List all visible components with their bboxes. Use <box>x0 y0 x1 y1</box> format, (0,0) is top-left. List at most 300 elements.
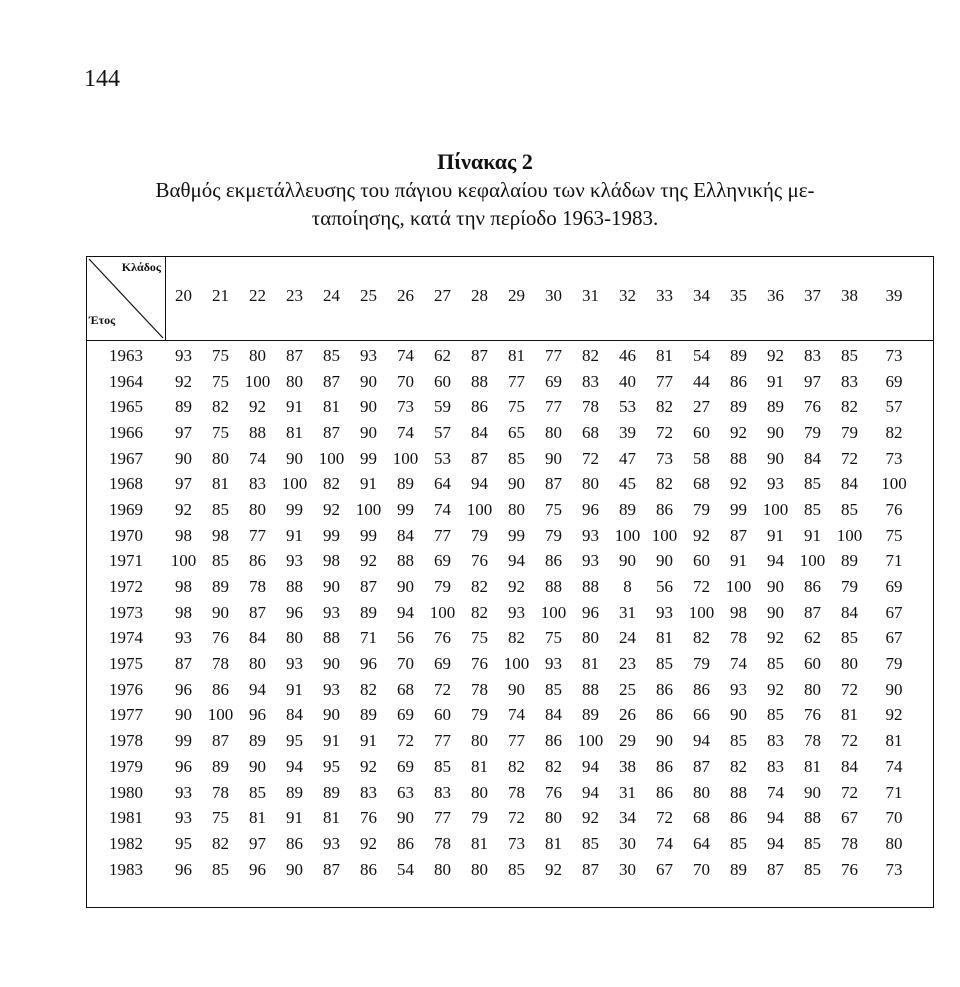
table-cell: 96 <box>175 679 192 699</box>
table-cell: 82 <box>360 679 377 699</box>
table-cell: 93 <box>323 679 340 699</box>
data-table <box>86 256 934 908</box>
table-row <box>87 780 920 806</box>
table-cell: 77 <box>545 345 562 365</box>
table-cell: 91 <box>804 525 821 545</box>
table-cell: 73 <box>508 833 525 853</box>
table-cell: 70 <box>885 808 903 828</box>
table-cell: 72 <box>397 731 414 751</box>
table-cell: 87 <box>804 602 821 622</box>
table-cell: 76 <box>360 808 377 828</box>
table-cell: 94 <box>767 551 784 571</box>
table-cell: 72 <box>693 577 710 597</box>
header-corner-spacer <box>87 281 165 311</box>
table-row <box>87 523 920 549</box>
table-cell: 81 <box>323 808 340 828</box>
table-cell: 93 <box>175 345 192 365</box>
table-cell: 88 <box>582 679 599 699</box>
table-cell: 80 <box>434 859 451 879</box>
table-cell: 89 <box>619 499 636 519</box>
table-cell: 75 <box>545 628 562 648</box>
table-cell: 75 <box>212 371 229 391</box>
table-cell: 91 <box>360 474 377 494</box>
table-cell: 92 <box>508 577 525 597</box>
table-cell: 84 <box>545 705 562 725</box>
table-cell: 86 <box>730 371 747 391</box>
table-cell: 92 <box>360 833 377 853</box>
table-row <box>87 703 920 729</box>
table-cell: 86 <box>249 551 266 571</box>
table-cell: 71 <box>885 551 903 571</box>
table-cell: 77 <box>434 525 451 545</box>
table-cell: 96 <box>582 499 599 519</box>
table-cell: 97 <box>175 474 192 494</box>
table-cell: 71 <box>885 782 903 802</box>
table-cell: 86 <box>286 833 303 853</box>
table-cell: 94 <box>582 782 599 802</box>
table-cell: 92 <box>323 499 340 519</box>
table-cell: 76 <box>804 397 821 417</box>
table-cell: 88 <box>582 577 599 597</box>
table-cell: 85 <box>804 833 821 853</box>
table-cell: 69 <box>434 654 451 674</box>
table-cell: 80 <box>545 808 562 828</box>
table-cell: 91 <box>767 525 784 545</box>
table-cell: 90 <box>767 448 784 468</box>
table-cell: 86 <box>545 551 562 571</box>
table-cell: 80 <box>249 654 266 674</box>
table-cell: 79 <box>841 422 858 442</box>
table-cell: 60 <box>804 654 821 674</box>
table-cell: 60 <box>434 371 451 391</box>
table-cell: 100 <box>244 371 271 391</box>
column-header: 36 <box>767 286 784 305</box>
table-cell: 86 <box>656 705 673 725</box>
table-cell: 91 <box>286 808 303 828</box>
table-cell: 87 <box>212 731 229 751</box>
table-cell: 89 <box>730 859 747 879</box>
row-year: 1983 <box>109 859 143 879</box>
table-cell: 54 <box>693 345 710 365</box>
row-year: 1972 <box>109 577 143 597</box>
table-cell: 72 <box>434 679 451 699</box>
table-cell: 94 <box>286 756 303 776</box>
table-cell: 91 <box>730 551 747 571</box>
table-cell: 79 <box>471 705 488 725</box>
header-separator <box>87 340 933 341</box>
table-cell: 82 <box>730 756 747 776</box>
table-cell: 79 <box>693 499 710 519</box>
table-cell: 87 <box>767 859 784 879</box>
table-cell: 93 <box>656 602 673 622</box>
table-cell: 78 <box>249 577 266 597</box>
table-row <box>87 549 920 575</box>
table-cell: 29 <box>619 731 636 751</box>
table-cell: 93 <box>175 782 192 802</box>
table-cell: 85 <box>212 859 229 879</box>
table-cell: 91 <box>286 679 303 699</box>
table-cell: 83 <box>434 782 451 802</box>
table-cell: 89 <box>730 397 747 417</box>
table-cell: 78 <box>471 679 488 699</box>
table-cell: 93 <box>545 654 562 674</box>
table-cell: 85 <box>212 499 229 519</box>
table-cell: 89 <box>730 345 747 365</box>
table-cell: 93 <box>767 474 784 494</box>
table-cell: 98 <box>175 525 192 545</box>
table-cell: 99 <box>397 499 414 519</box>
row-year: 1971 <box>109 551 143 571</box>
table-cell: 80 <box>885 833 903 853</box>
table-cell: 75 <box>212 422 229 442</box>
table-cell: 94 <box>767 808 784 828</box>
table-cell: 90 <box>175 448 192 468</box>
table-cell: 81 <box>656 628 673 648</box>
table-cell: 97 <box>804 371 821 391</box>
table-cell: 69 <box>397 756 414 776</box>
table-cell: 90 <box>508 474 525 494</box>
table-cell: 92 <box>767 345 784 365</box>
table-cell: 80 <box>841 654 858 674</box>
table-cell: 82 <box>656 397 673 417</box>
table-cell: 91 <box>286 525 303 545</box>
table-cell: 64 <box>434 474 451 494</box>
table-cell: 84 <box>471 422 488 442</box>
table-cell: 60 <box>434 705 451 725</box>
table-cell: 90 <box>730 705 747 725</box>
column-header: 22 <box>249 286 266 305</box>
row-year: 1966 <box>109 422 143 442</box>
table-cell: 92 <box>249 397 266 417</box>
table-cell: 34 <box>619 808 636 828</box>
table-cell: 100 <box>762 499 789 519</box>
table-row <box>87 369 920 395</box>
table-cell: 53 <box>619 397 636 417</box>
table-cell: 94 <box>508 551 525 571</box>
column-header: 38 <box>841 286 858 305</box>
table-cell: 87 <box>175 654 192 674</box>
table-cell: 85 <box>841 345 858 365</box>
table-cell: 76 <box>212 628 229 648</box>
table-cell: 78 <box>804 731 821 751</box>
column-header: 28 <box>471 286 488 305</box>
table-cell: 85 <box>582 833 599 853</box>
table-cell: 25 <box>619 679 636 699</box>
table-cell: 68 <box>693 808 710 828</box>
table-cell: 85 <box>508 859 525 879</box>
table-cell: 94 <box>767 833 784 853</box>
table-row <box>87 651 920 677</box>
column-header: 39 <box>885 286 903 305</box>
header-row <box>87 281 920 311</box>
table-row <box>87 471 920 497</box>
table-cell: 90 <box>212 602 229 622</box>
table-cell: 94 <box>249 679 266 699</box>
table-cell: 75 <box>212 808 229 828</box>
row-year: 1977 <box>109 705 143 725</box>
table-row <box>87 626 920 652</box>
table-cell: 98 <box>175 577 192 597</box>
table-cell: 96 <box>286 602 303 622</box>
table-cell: 84 <box>397 525 414 545</box>
table-cell: 78 <box>508 782 525 802</box>
table-cell: 93 <box>323 602 340 622</box>
table-cell: 89 <box>582 705 599 725</box>
table-row <box>87 600 920 626</box>
table-cell: 87 <box>471 448 488 468</box>
table-cell: 80 <box>693 782 710 802</box>
table-cell: 78 <box>841 833 858 853</box>
table-cell: 90 <box>508 679 525 699</box>
table-cell: 73 <box>885 345 903 365</box>
column-header: 24 <box>323 286 340 305</box>
table-cell: 70 <box>397 371 414 391</box>
table-cell: 87 <box>323 422 340 442</box>
table-body <box>87 343 920 882</box>
table-cell: 30 <box>619 859 636 879</box>
table-cell: 67 <box>885 602 903 622</box>
table-row <box>87 574 920 600</box>
table-cell: 79 <box>434 577 451 597</box>
table-cell: 87 <box>286 345 303 365</box>
table-cell: 64 <box>693 833 710 853</box>
table-cell: 30 <box>619 833 636 853</box>
row-year: 1969 <box>109 499 143 519</box>
table-cell: 95 <box>175 833 192 853</box>
row-year: 1982 <box>109 833 143 853</box>
table-cell: 87 <box>249 602 266 622</box>
table-cell: 90 <box>804 782 821 802</box>
table-cell: 39 <box>619 422 636 442</box>
table-cell: 81 <box>656 345 673 365</box>
table-cell: 75 <box>545 499 562 519</box>
table-cell: 81 <box>323 397 340 417</box>
table-cell: 85 <box>656 654 673 674</box>
table-cell: 83 <box>767 756 784 776</box>
table-cell: 93 <box>360 345 377 365</box>
table-cell: 56 <box>397 628 414 648</box>
table-cell: 83 <box>360 782 377 802</box>
table-title: Πίνακας 2 <box>437 149 533 174</box>
table-cell: 92 <box>175 499 192 519</box>
table-cell: 90 <box>767 602 784 622</box>
table-cell: 69 <box>885 577 903 597</box>
table-cell: 89 <box>841 551 858 571</box>
table-cell: 76 <box>545 782 562 802</box>
table-cell: 88 <box>545 577 562 597</box>
table-cell: 100 <box>466 499 493 519</box>
table-cell: 56 <box>656 577 673 597</box>
table-cell: 87 <box>360 577 377 597</box>
table-cell: 77 <box>434 731 451 751</box>
table-cell: 100 <box>429 602 456 622</box>
table-cell: 79 <box>885 654 903 674</box>
table-caption <box>100 148 870 232</box>
table-cell: 86 <box>360 859 377 879</box>
table-cell: 68 <box>582 422 599 442</box>
column-header: 33 <box>656 286 673 305</box>
table-cell: 82 <box>471 602 488 622</box>
table-cell: 84 <box>841 602 858 622</box>
table-cell: 92 <box>885 705 903 725</box>
table-cell: 78 <box>730 628 747 648</box>
table-cell: 100 <box>318 448 345 468</box>
table-cell: 100 <box>688 602 715 622</box>
table-row <box>87 446 920 472</box>
table-cell: 99 <box>175 731 192 751</box>
table-cell: 53 <box>434 448 451 468</box>
table-cell: 85 <box>804 499 821 519</box>
table-cell: 100 <box>281 474 308 494</box>
table-cell: 81 <box>582 654 599 674</box>
table-cell: 86 <box>545 731 562 751</box>
table-cell: 27 <box>693 397 710 417</box>
table-cell: 78 <box>212 782 229 802</box>
column-header: 30 <box>545 286 562 305</box>
table-cell: 77 <box>249 525 266 545</box>
table-cell: 96 <box>582 602 599 622</box>
column-header: 31 <box>582 286 599 305</box>
table-cell: 95 <box>323 756 340 776</box>
row-year: 1974 <box>109 628 143 648</box>
table-cell: 74 <box>249 448 266 468</box>
table-cell: 81 <box>249 808 266 828</box>
table-row <box>87 343 920 369</box>
table-cell: 99 <box>286 499 303 519</box>
table-cell: 90 <box>397 808 414 828</box>
table-cell: 74 <box>885 756 903 776</box>
table-cell: 99 <box>360 448 377 468</box>
table-cell: 92 <box>730 422 747 442</box>
table-cell: 80 <box>804 679 821 699</box>
table-cell: 87 <box>323 859 340 879</box>
table-cell: 84 <box>841 756 858 776</box>
table-cell: 59 <box>434 397 451 417</box>
table-cell: 91 <box>323 731 340 751</box>
table-cell: 78 <box>582 397 599 417</box>
table-cell: 76 <box>471 551 488 571</box>
table-cell: 88 <box>471 371 488 391</box>
column-header: 26 <box>397 286 414 305</box>
table-cell: 80 <box>249 345 266 365</box>
table-cell: 88 <box>804 808 821 828</box>
table-cell: 100 <box>725 577 752 597</box>
table-cell: 23 <box>619 654 636 674</box>
table-cell: 89 <box>175 397 192 417</box>
table-cell: 89 <box>360 602 377 622</box>
table-cell: 57 <box>434 422 451 442</box>
column-group-label: Κλάδος <box>121 260 161 274</box>
table-cell: 73 <box>885 859 903 879</box>
table-cell: 92 <box>767 679 784 699</box>
table-cell: 81 <box>286 422 303 442</box>
table-cell: 67 <box>656 859 673 879</box>
table-cell: 54 <box>397 859 414 879</box>
table-cell: 100 <box>207 705 234 725</box>
table-cell: 82 <box>212 833 229 853</box>
table-cell: 79 <box>471 525 488 545</box>
table-cell: 74 <box>397 345 414 365</box>
row-year: 1975 <box>109 654 143 674</box>
table-cell: 80 <box>545 422 562 442</box>
table-cell: 100 <box>355 499 382 519</box>
table-cell: 90 <box>360 371 377 391</box>
table-cell: 71 <box>360 628 377 648</box>
column-header-row <box>87 281 920 311</box>
table-cell: 77 <box>434 808 451 828</box>
table-cell: 93 <box>508 602 525 622</box>
table-cell: 90 <box>323 577 340 597</box>
table-cell: 79 <box>804 422 821 442</box>
table-cell: 26 <box>619 705 636 725</box>
table-cell: 83 <box>841 371 858 391</box>
table-cell: 92 <box>360 756 377 776</box>
table-cell: 67 <box>841 808 858 828</box>
table-cell: 85 <box>249 782 266 802</box>
table-row <box>87 420 920 446</box>
table-cell: 86 <box>656 499 673 519</box>
table-cell: 82 <box>508 628 525 648</box>
table-cell: 89 <box>212 756 229 776</box>
table-cell: 91 <box>286 397 303 417</box>
table-cell: 60 <box>693 422 710 442</box>
table-cell: 90 <box>656 551 673 571</box>
table-cell: 82 <box>693 628 710 648</box>
table-cell: 100 <box>651 525 678 545</box>
table-cell: 74 <box>434 499 451 519</box>
table-cell: 85 <box>212 551 229 571</box>
table-cell: 85 <box>730 731 747 751</box>
table-cell: 80 <box>249 499 266 519</box>
table-cell: 90 <box>619 551 636 571</box>
table-cell: 88 <box>730 782 747 802</box>
table-cell: 88 <box>323 628 340 648</box>
table-cell: 69 <box>885 371 903 391</box>
table-cell: 83 <box>582 371 599 391</box>
table-row <box>87 497 920 523</box>
table-cell: 92 <box>582 808 599 828</box>
row-year: 1978 <box>109 731 143 751</box>
column-header: 21 <box>212 286 229 305</box>
table-cell: 72 <box>656 422 673 442</box>
table-cell: 90 <box>286 859 303 879</box>
table-cell: 99 <box>730 499 747 519</box>
row-year: 1968 <box>109 474 143 494</box>
table-cell: 100 <box>836 525 863 545</box>
table-cell: 94 <box>693 731 710 751</box>
table-cell: 90 <box>323 654 340 674</box>
table-cell: 88 <box>286 577 303 597</box>
table-cell: 58 <box>693 448 710 468</box>
table-cell: 100 <box>540 602 567 622</box>
table-cell: 75 <box>508 397 525 417</box>
table-cell: 86 <box>804 577 821 597</box>
table-cell: 88 <box>730 448 747 468</box>
table-cell: 92 <box>360 551 377 571</box>
table-cell: 72 <box>841 448 858 468</box>
table-cell: 96 <box>249 705 266 725</box>
table-cell: 80 <box>212 448 229 468</box>
column-header: 23 <box>286 286 303 305</box>
table-cell: 79 <box>841 577 858 597</box>
table-cell: 69 <box>434 551 451 571</box>
table-cell: 93 <box>286 654 303 674</box>
table-cell: 96 <box>249 859 266 879</box>
table-cell: 79 <box>693 654 710 674</box>
table-cell: 70 <box>693 859 710 879</box>
table-cell: 80 <box>471 782 488 802</box>
table-cell: 44 <box>693 371 710 391</box>
